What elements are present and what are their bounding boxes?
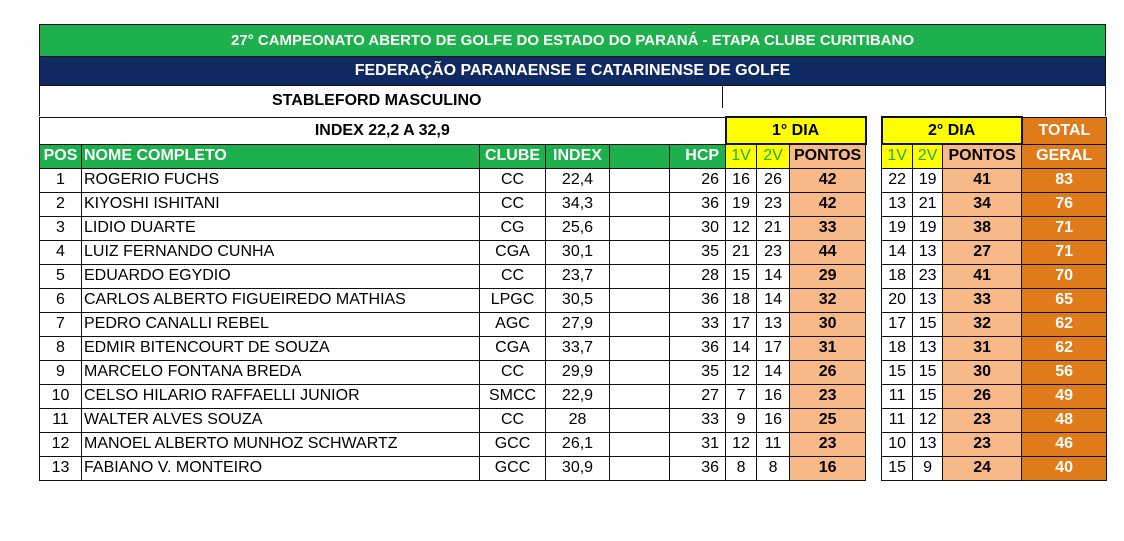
day2-v2: 13 [913,240,943,264]
blank-cell [610,240,670,264]
player-club: CC [480,360,546,384]
player-position: 11 [40,408,82,432]
col-index: INDEX [546,144,610,168]
day1-v2: 16 [757,408,790,432]
player-position: 2 [40,192,82,216]
gap-cell [866,360,882,384]
day1-v2: 21 [757,216,790,240]
table-row [40,360,1107,384]
blank-cell [610,312,670,336]
player-hcp: 26 [670,168,726,192]
col-pos: POS [40,144,82,168]
player-position: 4 [40,240,82,264]
day1-v2: 8 [757,456,790,480]
player-position: 12 [40,432,82,456]
blank-cell [610,168,670,192]
col-day1-points: PONTOS [790,144,866,168]
col-name: NOME COMPLETO [82,144,480,168]
day1-v2: 14 [757,360,790,384]
day2-v1: 17 [882,312,913,336]
day2-points: 31 [943,336,1022,360]
blank-cell [610,336,670,360]
federation-title: FEDERAÇÃO PARANAENSE E CATARINENSE DE GOLFE [39,56,1106,86]
day1-v1: 18 [726,288,757,312]
total-points: 71 [1022,216,1107,240]
category-row [39,86,1106,116]
col-day1-v1: 1V [726,144,757,168]
gap-cell [866,264,882,288]
table-row [40,312,1107,336]
blank-cell [610,432,670,456]
day2-v2: 15 [913,312,943,336]
day2-v1: 22 [882,168,913,192]
player-club: AGC [480,312,546,336]
day2-v1: 11 [882,408,913,432]
gap-cell [866,288,882,312]
day2-header: 2° DIA [882,117,1022,144]
player-position: 1 [40,168,82,192]
day1-points: 29 [790,264,866,288]
day2-v2: 15 [913,384,943,408]
col-blank [610,144,670,168]
player-hcp: 33 [670,312,726,336]
player-club: CG [480,216,546,240]
blank-cell [610,384,670,408]
total-points: 71 [1022,240,1107,264]
player-name: MANOEL ALBERTO MUNHOZ SCHWARTZ [82,432,480,456]
blank-cell [610,408,670,432]
day1-points: 44 [790,240,866,264]
day2-points: 34 [943,192,1022,216]
player-hcp: 35 [670,240,726,264]
col-day2-v2: 2V [913,144,943,168]
day1-points: 26 [790,360,866,384]
day2-points: 38 [943,216,1022,240]
player-position: 10 [40,384,82,408]
player-name: LIDIO DUARTE [82,216,480,240]
day1-v2: 13 [757,312,790,336]
table-row [40,240,1107,264]
day2-points: 41 [943,168,1022,192]
player-position: 3 [40,216,82,240]
day2-v2: 23 [913,264,943,288]
table-row [40,216,1107,240]
player-club: CC [480,192,546,216]
table-row [40,288,1107,312]
day1-points: 25 [790,408,866,432]
blank-cell [610,456,670,480]
player-hcp: 36 [670,192,726,216]
gap-cell [866,192,882,216]
day1-v2: 17 [757,336,790,360]
total-points: 48 [1022,408,1107,432]
player-position: 13 [40,456,82,480]
total-header: TOTAL [1022,117,1107,144]
player-club: GCC [480,432,546,456]
player-position: 6 [40,288,82,312]
day1-v2: 14 [757,264,790,288]
player-club: GCC [480,456,546,480]
column-header-row [40,144,1107,168]
player-index: 34,3 [546,192,610,216]
player-hcp: 36 [670,336,726,360]
col-total: GERAL [1022,144,1107,168]
day2-v2: 15 [913,360,943,384]
day1-v1: 9 [726,408,757,432]
player-club: CC [480,168,546,192]
total-points: 83 [1022,168,1107,192]
day1-v1: 19 [726,192,757,216]
table-row [40,432,1107,456]
day1-v1: 21 [726,240,757,264]
day2-v1: 18 [882,336,913,360]
championship-title: 27° CAMPEONATO ABERTO DE GOLFE DO ESTADO DO PARANÁ - ETAPA CLUBE CURITIBANO [39,24,1106,56]
player-name: FABIANO V. MONTEIRO [82,456,480,480]
gap-cell [866,168,882,192]
day1-v2: 23 [757,192,790,216]
day2-v1: 10 [882,432,913,456]
table-row [40,264,1107,288]
day1-v1: 12 [726,432,757,456]
gap-cell [866,240,882,264]
player-hcp: 36 [670,456,726,480]
total-points: 62 [1022,312,1107,336]
day2-points: 33 [943,288,1022,312]
day1-v2: 14 [757,288,790,312]
player-hcp: 36 [670,288,726,312]
blank-cell [610,264,670,288]
player-index: 33,7 [546,336,610,360]
table-row [40,408,1107,432]
total-points: 56 [1022,360,1107,384]
player-index: 30,5 [546,288,610,312]
total-points: 70 [1022,264,1107,288]
day1-v1: 12 [726,216,757,240]
day2-v2: 21 [913,192,943,216]
total-points: 62 [1022,336,1107,360]
day1-header: 1° DIA [726,117,866,144]
day2-v2: 19 [913,216,943,240]
gap-cell [866,456,882,480]
col-hcp: HCP [670,144,726,168]
table-row [40,336,1107,360]
blank-cell [610,216,670,240]
day2-v2: 19 [913,168,943,192]
player-index: 22,9 [546,384,610,408]
day1-points: 16 [790,456,866,480]
day1-points: 32 [790,288,866,312]
player-club: CGA [480,336,546,360]
player-position: 9 [40,360,82,384]
results-body [40,168,1107,480]
blank-cell [610,360,670,384]
day2-v2: 9 [913,456,943,480]
day2-v1: 11 [882,384,913,408]
day1-v1: 14 [726,336,757,360]
day2-points: 30 [943,360,1022,384]
player-name: KIYOSHI ISHITANI [82,192,480,216]
day1-points: 42 [790,168,866,192]
player-index: 28 [546,408,610,432]
col-gap [866,144,882,168]
index-range: INDEX 22,2 A 32,9 [40,117,726,144]
col-day1-v2: 2V [757,144,790,168]
day1-points: 42 [790,192,866,216]
day1-v1: 8 [726,456,757,480]
player-hcp: 30 [670,216,726,240]
player-index: 23,7 [546,264,610,288]
col-day2-v1: 1V [882,144,913,168]
player-name: MARCELO FONTANA BREDA [82,360,480,384]
table-row [40,384,1107,408]
total-points: 76 [1022,192,1107,216]
player-name: LUIZ FERNANDO CUNHA [82,240,480,264]
day2-points: 26 [943,384,1022,408]
gap-cell [866,432,882,456]
total-points: 46 [1022,432,1107,456]
day2-points: 23 [943,432,1022,456]
results-table [39,116,1107,481]
day2-points: 24 [943,456,1022,480]
player-hcp: 33 [670,408,726,432]
day2-points: 27 [943,240,1022,264]
category-divider [722,86,723,108]
day2-v1: 15 [882,456,913,480]
index-range-row [40,117,1107,144]
player-index: 22,4 [546,168,610,192]
player-name: WALTER ALVES SOUZA [82,408,480,432]
player-index: 30,9 [546,456,610,480]
player-name: CELSO HILARIO RAFFAELLI JUNIOR [82,384,480,408]
day1-points: 30 [790,312,866,336]
day2-points: 23 [943,408,1022,432]
total-points: 49 [1022,384,1107,408]
player-index: 29,9 [546,360,610,384]
day1-points: 23 [790,384,866,408]
player-index: 27,9 [546,312,610,336]
day1-points: 33 [790,216,866,240]
player-hcp: 27 [670,384,726,408]
day1-points: 31 [790,336,866,360]
day1-v2: 11 [757,432,790,456]
day2-v1: 13 [882,192,913,216]
day2-v2: 13 [913,432,943,456]
day1-v1: 17 [726,312,757,336]
player-index: 26,1 [546,432,610,456]
player-position: 5 [40,264,82,288]
player-index: 25,6 [546,216,610,240]
player-hcp: 31 [670,432,726,456]
player-club: CGA [480,240,546,264]
gap-cell [866,384,882,408]
player-index: 30,1 [546,240,610,264]
table-row [40,192,1107,216]
player-hcp: 28 [670,264,726,288]
player-name: EDUARDO EGYDIO [82,264,480,288]
player-position: 7 [40,312,82,336]
day1-v1: 15 [726,264,757,288]
gap-cell [866,216,882,240]
day2-points: 32 [943,312,1022,336]
blank-cell [610,192,670,216]
day1-v1: 12 [726,360,757,384]
day1-v2: 16 [757,384,790,408]
day1-v1: 16 [726,168,757,192]
player-hcp: 35 [670,360,726,384]
day2-v2: 13 [913,336,943,360]
player-club: CC [480,408,546,432]
player-name: PEDRO CANALLI REBEL [82,312,480,336]
day2-v1: 18 [882,264,913,288]
category-title: STABLEFORD MASCULINO [272,92,482,109]
player-club: LPGC [480,288,546,312]
total-points: 40 [1022,456,1107,480]
total-points: 65 [1022,288,1107,312]
day1-v2: 26 [757,168,790,192]
day2-v1: 19 [882,216,913,240]
player-name: ROGERIO FUCHS [82,168,480,192]
col-day2-points: PONTOS [943,144,1022,168]
day2-points: 41 [943,264,1022,288]
table-row [40,456,1107,480]
blank-cell [610,288,670,312]
player-position: 8 [40,336,82,360]
table-row [40,168,1107,192]
player-name: EDMIR BITENCOURT DE SOUZA [82,336,480,360]
day2-v1: 14 [882,240,913,264]
gap-cell [866,336,882,360]
gap-cell [866,312,882,336]
player-name: CARLOS ALBERTO FIGUEIREDO MATHIAS [82,288,480,312]
day2-v2: 12 [913,408,943,432]
day2-v1: 20 [882,288,913,312]
col-club: CLUBE [480,144,546,168]
day2-v1: 15 [882,360,913,384]
day2-v2: 13 [913,288,943,312]
gap-cell [866,408,882,432]
player-club: CC [480,264,546,288]
player-club: SMCC [480,384,546,408]
day1-v2: 23 [757,240,790,264]
day1-points: 23 [790,432,866,456]
day-separator [866,117,882,144]
results-sheet [39,24,1106,481]
day1-v1: 7 [726,384,757,408]
